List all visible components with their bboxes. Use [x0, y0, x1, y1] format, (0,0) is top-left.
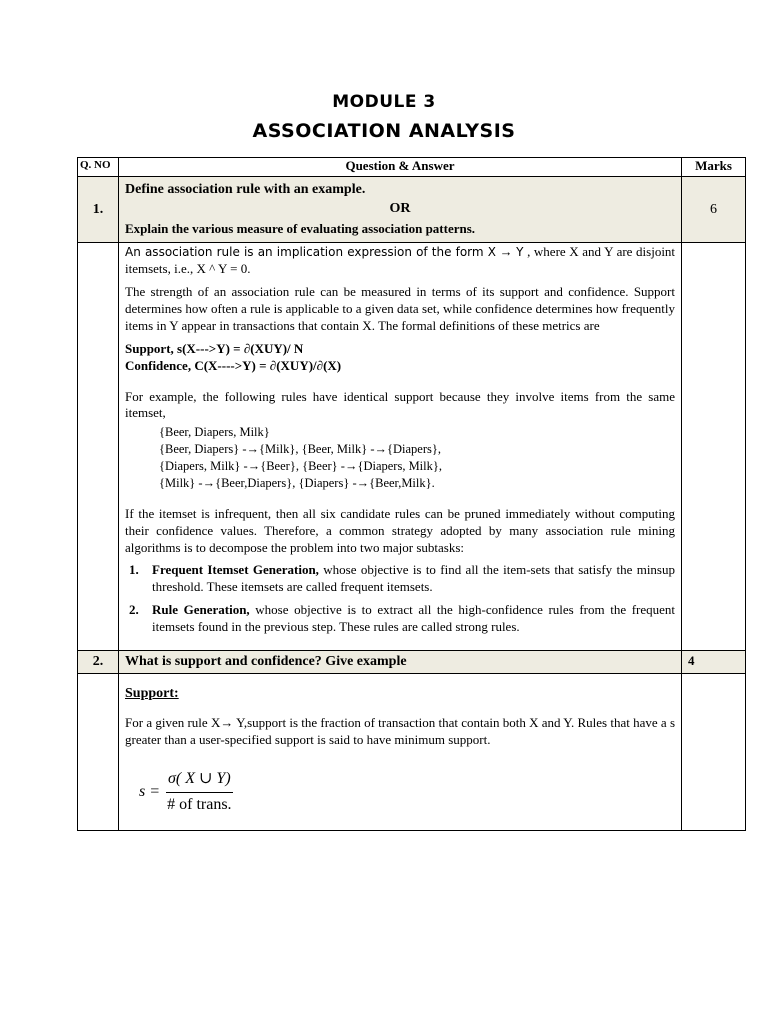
example-line: {Beer, Diapers, Milk} — [159, 425, 270, 440]
col-header-marks: Marks — [682, 158, 746, 177]
question-part-b: Explain the various measure of evaluating association patterns. — [125, 221, 476, 237]
question-or: OR — [389, 201, 411, 217]
question-marks: 6 — [682, 177, 746, 243]
example-line: {Diapers, Milk} -→{Beer}, {Beer} -→{Diapers, Milk}, — [159, 459, 443, 474]
question-text — [119, 177, 682, 243]
col-header-question: Question & Answer — [119, 158, 682, 177]
example-line: {Milk} -→{Beer,Diapers}, {Diapers} -→{Beer,Milk}. — [159, 475, 435, 490]
confidence-formula: Confidence, C(X---->Y) = ∂(XUY)/∂(X) — [125, 357, 342, 373]
example-intro: For example, the following rules have identical support because they involve items from the same itemset, — [125, 388, 675, 421]
question-number: 1. — [78, 177, 119, 243]
page-title: ASSOCIATION ANALYSIS — [252, 120, 516, 142]
question-row-2 — [78, 651, 746, 674]
subtask-list — [125, 562, 675, 636]
answer-paragraph: The strength of an association rule can be measured in terms of its support and confidence. Support determines how often a rule is applicable to a given data set, while confidence determines how frequently items in Y appear in transactions that contain X. The formal definitions of these metrics are — [125, 284, 675, 333]
question-number: 2. — [78, 651, 119, 674]
support-formula: Support, s(X--->Y) = ∂(XUY)/ N — [125, 340, 304, 356]
answer-row-1 — [78, 243, 746, 651]
support-definition: For a given rule X→ Y,support is the fraction of transaction that contain both X and Y. Rules that have a s greater than a user-specified support is said to have minimum support. — [125, 715, 675, 748]
table-header-row — [78, 158, 746, 177]
answer-intro: An association rule is an implication expression of the form X → Y , where X and Y are disjoint itemsets, i.e., X ^ Y = 0. — [125, 244, 676, 277]
module-heading: MODULE 3 — [332, 92, 436, 112]
col-header-qno: Q. NO — [78, 158, 119, 177]
example-line: {Beer, Diapers} -→{Milk}, {Beer, Milk} -→{Diapers}, — [159, 442, 442, 457]
question-row-1 — [78, 177, 746, 243]
question-marks: 4 — [682, 651, 746, 674]
question-text: What is support and confidence? Give example — [119, 651, 682, 674]
list-item: 2. Rule Generation, whose objective is to extract all the high-confidence rules from the frequent itemsets found in the previous step. These rules are called strong rules. — [129, 602, 676, 635]
answer-paragraph: If the itemset is infrequent, then all six candidate rules can be pruned immediately without computing their confidence values. Therefore, a common strategy adopted by many association rule mining algorithms is to decompose the problem into two major subtasks: — [125, 505, 675, 555]
support-heading: Support: — [125, 686, 179, 702]
qa-table — [77, 157, 746, 831]
support-fraction-formula: s = $\frac{\sigma( X \cup Y)}{\text{\# of trans.}}$ — [139, 770, 232, 813]
answer-text — [119, 674, 682, 831]
metric-definitions — [125, 341, 675, 375]
answer-text — [119, 243, 682, 651]
question-part-a: Define association rule with an example. — [125, 182, 366, 197]
list-item: 1. Frequent Itemset Generation, whose objective is to find all the item-sets that satisfy the minsup threshold. These itemsets are called frequent itemsets. — [129, 562, 675, 595]
example-rules — [159, 424, 675, 492]
answer-row-2 — [78, 674, 746, 831]
